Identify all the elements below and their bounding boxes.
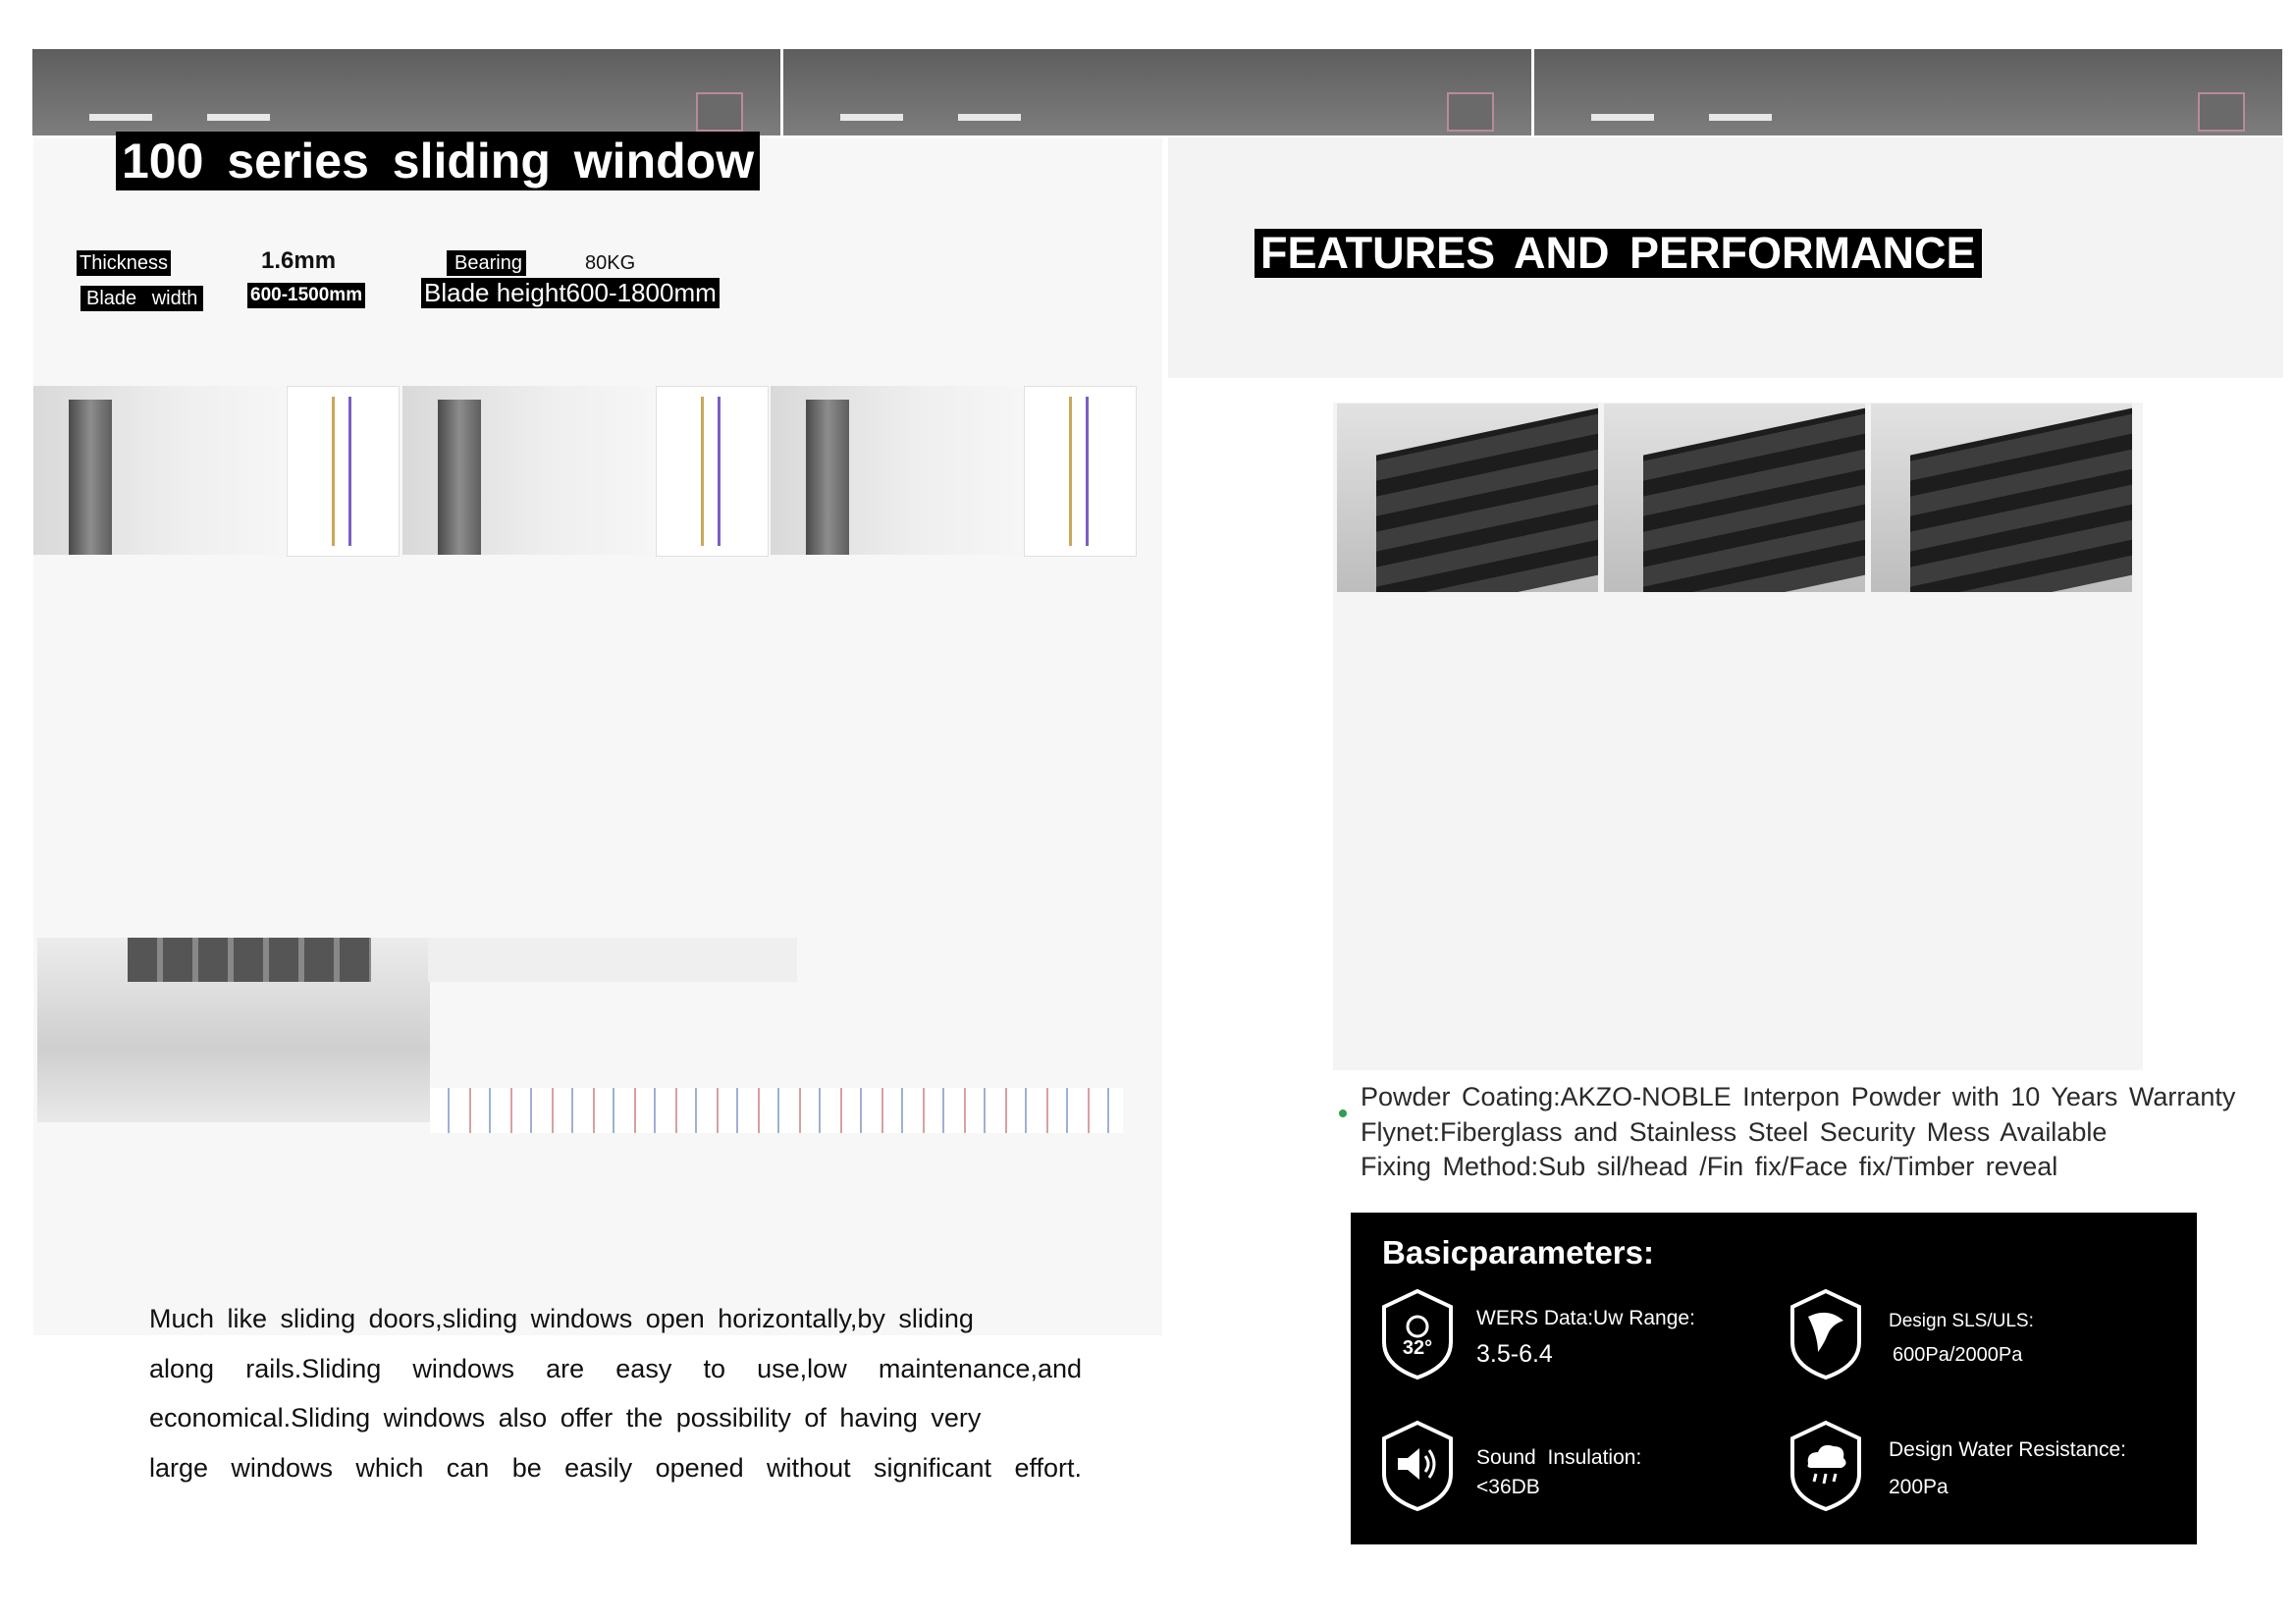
frame-photo-1 [33, 386, 285, 555]
window-icon [1447, 92, 1494, 132]
description-line: along rails.Sliding windows are easy to use,low maintenance,and [149, 1353, 1082, 1383]
basic-parameters-panel [1351, 1213, 2197, 1544]
param-label: Design Water Resistance: [1889, 1438, 2126, 1461]
frame-photo-2 [402, 386, 654, 555]
section-drawing-3 [1024, 386, 1137, 557]
room-photo [428, 938, 797, 982]
section-drawing-2 [656, 386, 769, 557]
feature-item: Flynet:Fiberglass and Stainless Steel Security Mess Available [1361, 1116, 2108, 1147]
feature-item: Powder Coating:AKZO-NOBLE Interpon Powder with 10 Years Warranty [1361, 1082, 2236, 1111]
horizontal-section-drawing [430, 1088, 1123, 1133]
top-banner-1 [32, 49, 780, 135]
speaker-icon [1380, 1419, 1455, 1513]
description-line: economical.Sliding windows also offer the possibility of having very [149, 1403, 982, 1433]
param-label: WERS Data:Uw Range: [1476, 1307, 1695, 1329]
param-value: 3.5-6.4 [1476, 1340, 1553, 1368]
bullet-icon [1339, 1109, 1347, 1117]
param-label: Sound Insulation: [1476, 1446, 1642, 1469]
description [149, 1294, 1082, 1492]
param-value: 200Pa [1889, 1476, 1949, 1498]
building-photo-2 [1604, 404, 1865, 592]
description-line: Much like sliding doors,sliding windows open horizontally,by sliding [149, 1304, 974, 1333]
top-banner-3 [1534, 49, 2282, 135]
features-list [1361, 1080, 2235, 1185]
blade-height: Blade height600-1800mm [421, 278, 720, 308]
param-value: <36DB [1476, 1476, 1540, 1498]
blade-width-label: Blade width [80, 286, 203, 311]
params-heading: Basicparameters: [1382, 1234, 1654, 1271]
description-line: large windows which can be easily opened without significant effort. [149, 1452, 1082, 1483]
blade-width-value: 600-1500mm [247, 283, 365, 308]
left-panel [33, 137, 1162, 1335]
sliding-window-photo [128, 938, 371, 982]
thickness-value: 1.6mm [261, 247, 337, 274]
building-photo-1 [1337, 404, 1598, 592]
rain-cloud-icon [1789, 1419, 1863, 1513]
frame-photo-3 [771, 386, 1022, 555]
feature-item: Fixing Method:Sub sil/head /Fin fix/Face fix/Timber reveal [1361, 1152, 2058, 1181]
building-photo-3 [1871, 404, 2132, 592]
icon-temperature: 32° [1402, 1337, 1433, 1359]
wind-icon [1789, 1287, 1863, 1381]
page-title: 100 series sliding window [116, 132, 760, 190]
top-banner-2 [783, 49, 1531, 135]
param-value: 600Pa/2000Pa [1893, 1344, 2023, 1366]
bearing-label: Bearing [447, 250, 526, 276]
param-label: Design SLS/ULS: [1889, 1311, 2034, 1331]
sun-thermometer-icon [1380, 1287, 1455, 1381]
section-drawing-1 [287, 386, 400, 557]
bearing-value: 80KG [585, 252, 636, 274]
window-icon [2198, 92, 2245, 132]
window-icon [696, 92, 743, 132]
features-title: FEATURES AND PERFORMANCE [1255, 229, 1982, 278]
thickness-label: Thickness [77, 250, 171, 276]
